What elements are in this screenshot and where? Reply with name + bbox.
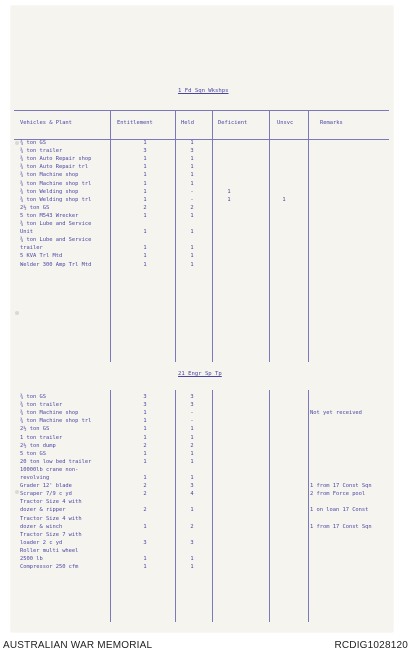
table-row-deficient: 1 — [227, 188, 231, 195]
table-row-held: 3 — [190, 394, 194, 400]
table2-col-divider — [110, 390, 111, 622]
table-row-entitlement: 2 — [143, 442, 147, 449]
table-row-item: Tractor Size 4 with — [20, 499, 82, 506]
table-row-entitlement: 2 — [143, 507, 147, 514]
table-row-entitlement: 1 — [143, 212, 147, 219]
table-row-entitlement: 1 — [143, 523, 147, 530]
table-row-entitlement: 1 — [143, 164, 147, 171]
punch-hole — [15, 141, 19, 145]
table-row-held: 1 — [190, 229, 194, 236]
table-row-item: 2500 lb — [20, 556, 43, 562]
section2-title: 21 Engr Sp Tp — [178, 371, 222, 377]
table-row-held: 1 — [190, 426, 194, 433]
table-row-entitlement: 1 — [143, 172, 147, 179]
footer-archive-name: AUSTRALIAN WAR MEMORIAL — [3, 640, 153, 651]
table-row-entitlement: 2 — [143, 483, 147, 490]
table-row-item: dozer & ripper — [20, 507, 66, 514]
table-row-held: 3 — [190, 483, 194, 490]
table-row-held: 1 — [190, 434, 194, 441]
table-row-entitlement: 1 — [143, 196, 147, 203]
table-row-remarks: 1 from 17 Const Sqn — [310, 483, 372, 490]
table-row-held: 1 — [190, 261, 194, 268]
table-row-item: Grader 12' blade — [20, 483, 72, 490]
table-row-item: ¾ ton trailer — [20, 402, 63, 409]
table-row-held: 3 — [190, 402, 194, 409]
table-row-entitlement: 1 — [143, 261, 147, 268]
table-row-held: 1 — [190, 172, 194, 179]
table-row-held: 2 — [190, 204, 194, 211]
table-row-item: revolving — [20, 475, 50, 481]
punch-hole — [15, 311, 19, 315]
table-row-held: 1 — [190, 164, 194, 171]
table1-col-divider — [212, 110, 213, 362]
table-row-remarks: Not yet received — [310, 410, 362, 417]
table-row-item: Compressor 250 cfm — [20, 564, 79, 571]
table-row-entitlement: 1 — [143, 564, 147, 571]
table-row-item: Tractor Size 4 with — [20, 515, 82, 522]
table-row-item: Roller multi wheel — [20, 547, 79, 554]
header-deficient: Deficient — [218, 120, 248, 126]
table-row-held: 1 — [190, 253, 194, 260]
table-row-entitlement: 2 — [143, 491, 147, 498]
table-row-held: 1 — [190, 245, 194, 252]
table-row-entitlement: 1 — [143, 140, 147, 146]
table-row-held: 1 — [190, 556, 194, 562]
table-row-held: 1 — [190, 156, 194, 163]
table-row-held: 1 — [190, 180, 194, 187]
table-row-deficient: 1 — [227, 196, 231, 203]
table-row-held: 1 — [190, 475, 194, 481]
table-row-entitlement: 2 — [143, 204, 147, 211]
table-row-held: - — [190, 418, 194, 425]
table-row-remarks: 2 from Force pool — [310, 491, 366, 498]
table-row-held: 2 — [190, 442, 194, 449]
header-entitlement: Entitlement — [117, 120, 153, 126]
table-row-unsvc: 1 — [282, 196, 286, 203]
table-row-held: - — [190, 196, 194, 203]
header-unsvc: Unsvc — [277, 120, 294, 126]
table-row-item: Welder 300 Amp Trl Mtd — [20, 261, 92, 268]
table-row-item: 2½ ton dump — [20, 442, 56, 449]
table-row-entitlement: 3 — [143, 539, 147, 546]
table-row-item: ¾ ton Lube and Service — [20, 237, 92, 244]
table-row-item: ¾ ton Machine shop — [20, 410, 79, 417]
table-row-held: 3 — [190, 148, 194, 155]
table-row-entitlement: 1 — [143, 180, 147, 187]
table-row-item: ¾ ton Welding shop — [20, 188, 79, 195]
table-row-held: 1 — [190, 458, 194, 465]
footer-record-id: RCDIG1028120 — [334, 640, 408, 651]
table-row-held: 1 — [190, 140, 194, 146]
table-row-item: ¾ ton GS — [20, 394, 46, 400]
table-row-item: ¾ ton Lube and Service — [20, 221, 92, 227]
table-row-entitlement: 1 — [143, 229, 147, 236]
header-vehicles: Vehicles & Plant — [20, 120, 72, 126]
table-row-held: 1 — [190, 507, 194, 514]
table-row-item: ¾ ton Auto Repair trl — [20, 164, 89, 171]
table-row-item: dozer & winch — [20, 523, 63, 530]
table-row-entitlement: 3 — [143, 394, 147, 400]
table-row-item: 10000lb crane non- — [20, 466, 79, 473]
table-row-held: 4 — [190, 491, 194, 498]
table-row-entitlement: 1 — [143, 253, 147, 260]
table-row-held: 1 — [190, 564, 194, 571]
table-row-entitlement: 1 — [143, 188, 147, 195]
header-held: Held — [181, 120, 194, 126]
table-row-entitlement: 1 — [143, 156, 147, 163]
table-row-item: 20 ton low bed trailer — [20, 458, 92, 465]
table2-col-divider — [308, 390, 309, 622]
table-row-item: ¾ ton Auto Repair shop — [20, 156, 92, 163]
table-row-item: 2½ ton GS — [20, 204, 50, 211]
table-row-item: 5 ton GS — [20, 450, 46, 457]
table-row-remarks: 1 on loan 17 Const — [310, 507, 369, 514]
table-row-item: 5 ton M543 Wrecker — [20, 212, 79, 219]
header-remarks: Remarks — [320, 120, 343, 126]
table-row-entitlement: 1 — [143, 245, 147, 252]
table-row-item: ¾ ton Machine shop trl — [20, 180, 92, 187]
table-row-item: ¾ ton Machine shop trl — [20, 418, 92, 425]
table1-top-rule — [14, 110, 389, 111]
table-row-entitlement: 1 — [143, 450, 147, 457]
table-row-item: trailer — [20, 245, 43, 252]
table-row-entitlement: 1 — [143, 458, 147, 465]
table-row-entitlement: 1 — [143, 418, 147, 425]
table-row-entitlement: 1 — [143, 434, 147, 441]
section1-title: 1 Fd Sqn Wkshps — [178, 88, 229, 94]
table-row-entitlement: 1 — [143, 426, 147, 433]
table-row-item: ¾ ton GS — [20, 140, 46, 146]
table2-col-divider — [212, 390, 213, 622]
table1-col-divider — [110, 110, 111, 362]
table-row-item: Unit — [20, 229, 33, 236]
table-row-item: ¾ ton trailer — [20, 148, 63, 155]
punch-hole — [15, 490, 19, 494]
table-row-item: ¾ ton Machine shop — [20, 172, 79, 179]
table-row-held: 3 — [190, 539, 194, 546]
table-row-item: 1 ton trailer — [20, 434, 63, 441]
table-row-item: Scraper 7/9 c yd — [20, 491, 72, 498]
table-row-remarks: 1 from 17 Const Sqn — [310, 523, 372, 530]
table-row-entitlement: 3 — [143, 402, 147, 409]
table-row-item: 5 KVA Trl Mtd — [20, 253, 63, 260]
table-row-held: 1 — [190, 450, 194, 457]
table2-col-divider — [269, 390, 270, 622]
table-row-entitlement: 1 — [143, 410, 147, 417]
table-row-item: 2½ ton GS — [20, 426, 50, 433]
table-row-item: Tractor Size 7 with — [20, 531, 82, 538]
table-row-held: 2 — [190, 523, 194, 530]
table-row-held: - — [190, 188, 194, 195]
table-row-entitlement: 3 — [143, 148, 147, 155]
table-row-entitlement: 1 — [143, 556, 147, 562]
table1-col-divider — [269, 110, 270, 362]
table-row-item: loader 2 c yd — [20, 539, 63, 546]
table1-col-divider — [308, 110, 309, 362]
table-row-held: - — [190, 410, 194, 417]
table-row-held: 1 — [190, 212, 194, 219]
table-row-item: ¾ ton Welding shop trl — [20, 196, 92, 203]
table-row-entitlement: 1 — [143, 475, 147, 481]
